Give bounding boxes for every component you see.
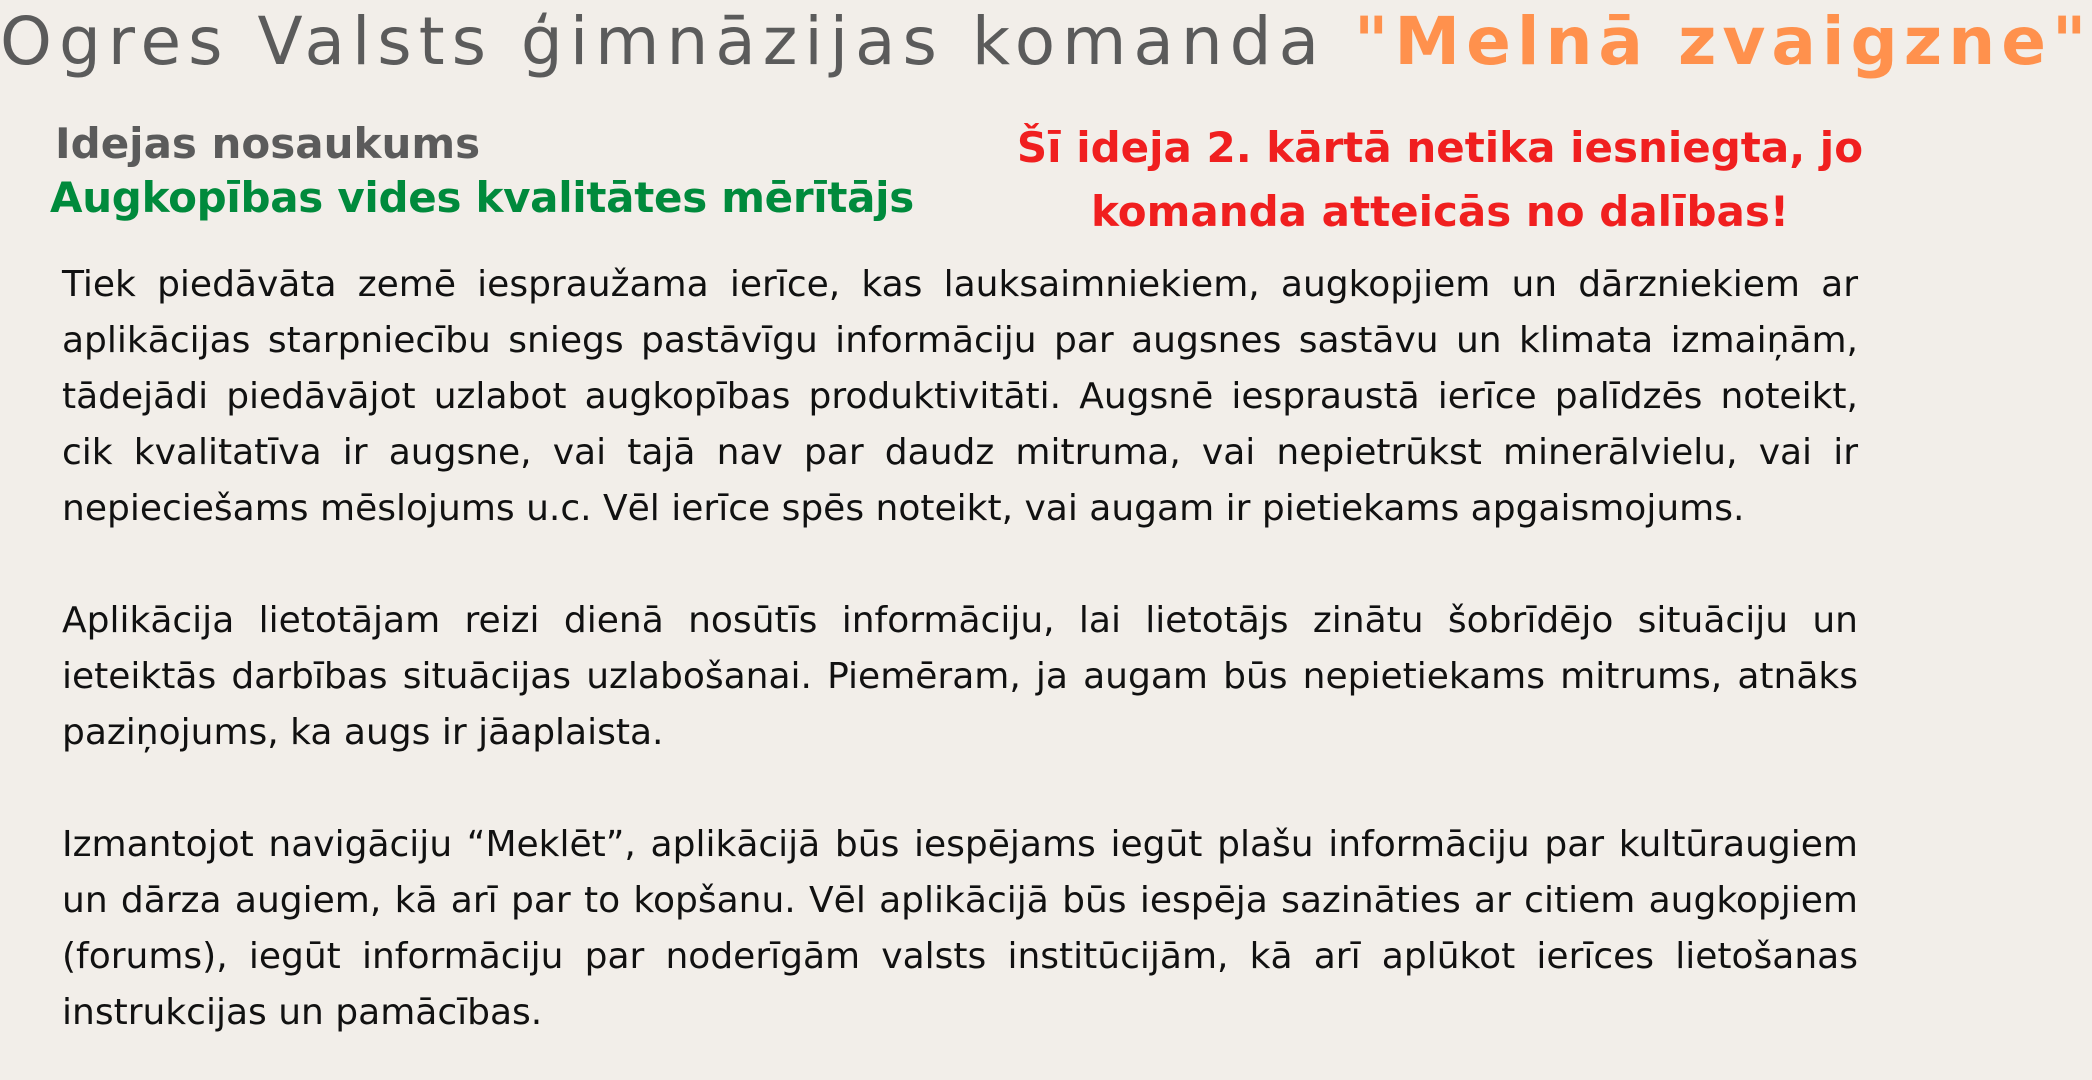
notice-line-2: komanda atteicās no dalības! — [1090, 187, 1790, 236]
withdrawal-notice — [1010, 116, 1870, 244]
description-paragraph-1: Tiek piedāvāta zemē iespraužama ierīce, kas lauksaimniekiem, augkopjiem un dārzniekiem ar aplikācijas starpniecību sniegs pastāvīgu informāciju par augsnes sastāvu un klimata izmaiņām, tādejādi piedāvājot uzlabot augkopības produktivitāti. Augsnē iespraustā ierīce palīdzēs noteikt, cik kvalitatīva ir augsne, vai tajā nav par daudz mitruma, vai nepietrūkst minerālvielu, vai ir nepieciešams mēslojums u.c. Vēl ierīce spēs noteikt, vai augam ir pietiekams apgaismojums. — [62, 264, 1858, 529]
idea-description — [62, 257, 1858, 1041]
idea-name: Augkopības vides kvalitātes mērītājs — [50, 173, 914, 222]
page-title — [0, 0, 2092, 84]
description-paragraph-2: Aplikācija lietotājam reizi dienā nosūtīs informāciju, lai lietotājs zinātu šobrīdējo situāciju un ieteiktās darbības situācijas uzlabošanai. Piemēram, ja augam būs nepietiekams mitrums, atnāks paziņojums, ka augs ir jāaplaista. — [62, 600, 1858, 753]
notice-line-1: Šī ideja 2. kārtā netika iesniegta, jo — [1016, 123, 1864, 172]
description-paragraph-3: Izmantojot navigāciju “Meklēt”, aplikācijā būs iespējams iegūt plašu informāciju par kultūraugiem un dārza augiem, kā arī par to kopšanu. Vēl aplikācijā būs iespēja sazināties ar citiem augkopjiem (forums), iegūt informāciju par noderīgām valsts institūcijām, kā arī aplūkot ierīces lietošanas instrukcijas un pamācības. — [62, 824, 1858, 1033]
title-prefix: Ogres Valsts ģimnāzijas komanda — [0, 3, 1354, 80]
idea-label: Idejas nosaukums — [55, 119, 481, 168]
team-name: "Melnā zvaigzne" — [1354, 3, 2092, 80]
